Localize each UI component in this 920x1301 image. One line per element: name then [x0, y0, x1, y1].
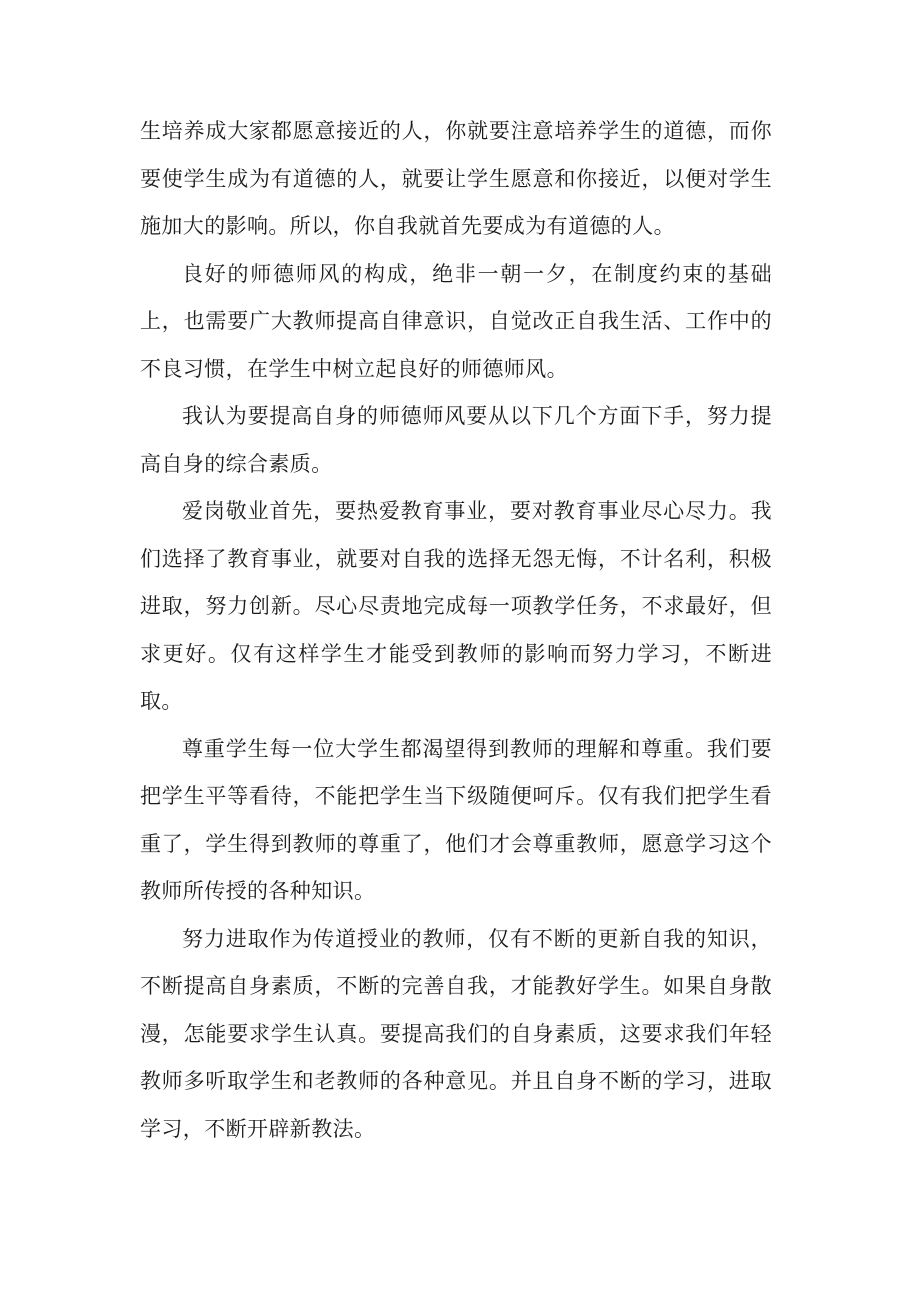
paragraph-4: 爱岗敬业首先，要热爱教育事业，要对教育事业尽心尽力。我们选择了教育事业，就要对自我的选择无怨无悔，不计名利，积极进取，努力创新。尽心尽责地完成每一项教学任务，不求最好，但求更好。仅有这样学生才能受到教师的影响而努力学习，不断进取。: [140, 499, 772, 713]
paragraph-5: 尊重学生每一位大学生都渴望得到教师的理解和尊重。我们要把学生平等看待，不能把学生当下级随便呵斥。仅有我们把学生看重了，学生得到教师的尊重了，他们才会尊重教师，愿意学习这个教师所传授的各种知识。: [140, 736, 772, 903]
paragraph-3: 我认为要提高自身的师德师风要从以下几个方面下手，努力提高自身的综合素质。: [140, 404, 772, 476]
paragraph-6: 努力进取作为传道授业的教师，仅有不断的更新自我的知识，不断提高自身素质，不断的完善自我，才能教好学生。如果自身散漫，怎能要求学生认真。要提高我们的自身素质，这要求我们年轻教师多听取学生和老教师的各种意见。并且自身不断的学习，进取学习，不断开辟新教法。: [140, 926, 772, 1141]
paragraph-2: 良好的师德师风的构成，绝非一朝一夕，在制度约束的基础上，也需要广大教师提高自律意识，自觉改正自我生活、工作中的不良习惯，在学生中树立起良好的师德师风。: [140, 261, 772, 381]
paragraph-1: 生培养成大家都愿意接近的人，你就要注意培养学生的道德，而你要使学生成为有道德的人，就要让学生愿意和你接近，以便对学生施加大的影响。所以，你自我就首先要成为有道德的人。: [140, 119, 772, 238]
document-body: [140, 108, 772, 1153]
